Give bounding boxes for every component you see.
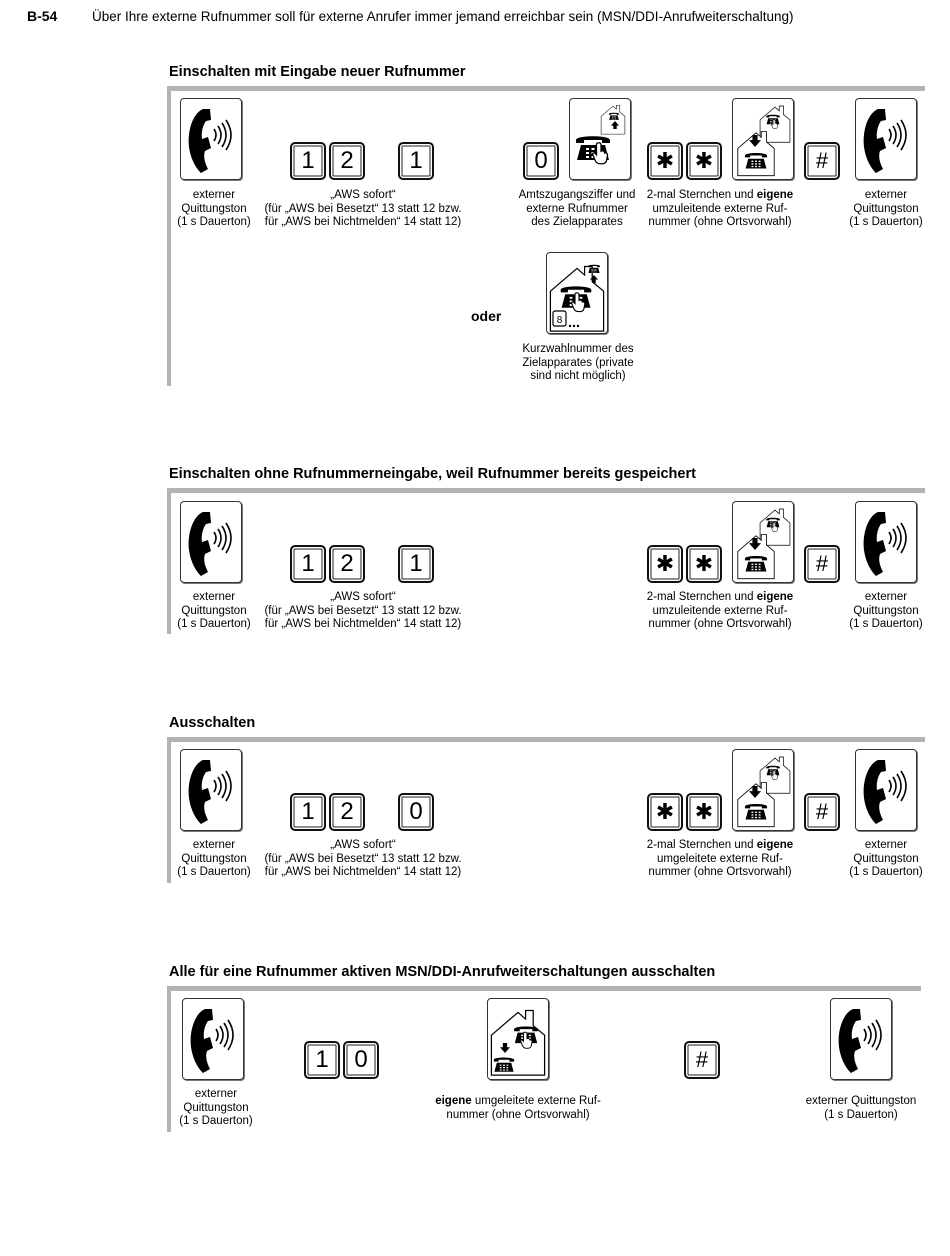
key-hash: # (804, 142, 840, 180)
key-0: 0 (523, 142, 559, 180)
ack-tone-caption: externer Quittungston (1 s Dauerton) (177, 591, 251, 630)
speed-dial-icon (546, 252, 608, 334)
ack-tone-caption-end: externer Quittungston (1 s Dauerton) (805, 1095, 917, 1121)
ack-tone-handset-icon (182, 998, 244, 1080)
or-label: oder (471, 308, 502, 324)
aws-caption: „AWS sofort“ (für „AWS bei Besetzt“ 13 statt 12 bzw. für „AWS bei Nichtmelden“ 14 statt 12) (264, 189, 462, 228)
ack-tone-caption: externer Quittungston (1 s Dauerton) (849, 189, 923, 228)
key-2: 2 (329, 545, 365, 583)
ack-tone-caption: externer Quittungston (1 s Dauerton) (849, 839, 923, 878)
ack-tone-caption: externer Quittungston (1 s Dauerton) (849, 591, 923, 630)
house-caption: eigene umgeleitete externe Ruf- nummer (ohne Ortsvorwahl) (435, 1095, 601, 1121)
key-0: 0 (343, 1041, 379, 1079)
speed-dial-caption: Kurzwahlnummer des Zielapparates (private sind nicht möglich) (522, 343, 634, 382)
key-star: ✱ (647, 545, 683, 583)
key-star: ✱ (686, 793, 722, 831)
star-caption-2: 2-mal Sternchen und eigene umzuleitende externe Ruf- nummer (ohne Ortsvorwahl) (646, 591, 794, 630)
key-star: ✱ (647, 142, 683, 180)
key-2: 2 (329, 142, 365, 180)
key-0: 0 (398, 793, 434, 831)
ack-tone-handset-icon (180, 501, 242, 583)
section-4-rule (167, 986, 921, 991)
section-3-title: Ausschalten (169, 715, 256, 731)
key-star: ✱ (686, 545, 722, 583)
ack-tone-caption: externer Quittungston (1 s Dauerton) (177, 839, 251, 878)
section-2-title: Einschalten ohne Rufnummerneingabe, weil Rufnummer bereits gespeichert (169, 466, 696, 482)
aws-caption: „AWS sofort“ (für „AWS bei Besetzt“ 13 statt 12 bzw. für „AWS bei Nichtmelden“ 14 statt 12) (264, 839, 462, 878)
ack-tone-caption: externer Quittungston (1 s Dauerton) (177, 189, 251, 228)
aws-caption: „AWS sofort“ (für „AWS bei Besetzt“ 13 statt 12 bzw. für „AWS bei Nichtmelden“ 14 statt 12) (264, 591, 462, 630)
house-redirect-icon (732, 749, 794, 831)
house-redirect-icon (732, 98, 794, 180)
ack-tone-caption: externer Quittungston (1 s Dauerton) (179, 1088, 253, 1127)
phone-house-dial-icon (569, 98, 631, 180)
page-number: B-54 (27, 8, 58, 24)
star-caption-1: 2-mal Sternchen und eigene umzuleitende externe Ruf- nummer (ohne Ortsvorwahl) (646, 189, 794, 228)
key-star: ✱ (647, 793, 683, 831)
section-1-title: Einschalten mit Eingabe neuer Rufnummer (169, 64, 466, 80)
key-1: 1 (290, 545, 326, 583)
key-star: ✱ (686, 142, 722, 180)
ack-tone-handset-icon (855, 501, 917, 583)
section-4-title: Alle für eine Rufnummer aktiven MSN/DDI-Anrufweiterschaltungen ausschalten (169, 964, 716, 980)
key-hash: # (804, 793, 840, 831)
house-redirect-icon (732, 501, 794, 583)
page-heading: Über Ihre externe Rufnummer soll für externe Anrufer immer jemand erreichbar sein (MSN/DDI-Anrufweiterschaltung) (92, 9, 794, 24)
key-1: 1 (304, 1041, 340, 1079)
section-4-side-rule (167, 986, 171, 1132)
key-1: 1 (290, 793, 326, 831)
ack-tone-handset-icon (855, 749, 917, 831)
house-deactivate-icon (487, 998, 549, 1080)
section-1-side-rule (167, 86, 171, 386)
ack-tone-handset-icon (180, 98, 242, 180)
key-hash: # (804, 545, 840, 583)
speed-dial-digit: 8 (556, 315, 563, 326)
key-1: 1 (398, 545, 434, 583)
section-3-rule (167, 737, 925, 742)
star-caption-3: 2-mal Sternchen und eigene umgeleitete externe Ruf- nummer (ohne Ortsvorwahl) (646, 839, 794, 878)
ack-tone-handset-icon (180, 749, 242, 831)
section-2-rule (167, 488, 925, 493)
section-1-rule (167, 86, 925, 91)
key-1: 1 (398, 142, 434, 180)
key-1: 1 (290, 142, 326, 180)
ack-tone-handset-icon (855, 98, 917, 180)
ack-tone-handset-icon (830, 998, 892, 1080)
key-2: 2 (329, 793, 365, 831)
key-hash: # (684, 1041, 720, 1079)
trunk-caption: Amtszugangsziffer und externe Rufnummer des Zielapparates (518, 189, 636, 228)
